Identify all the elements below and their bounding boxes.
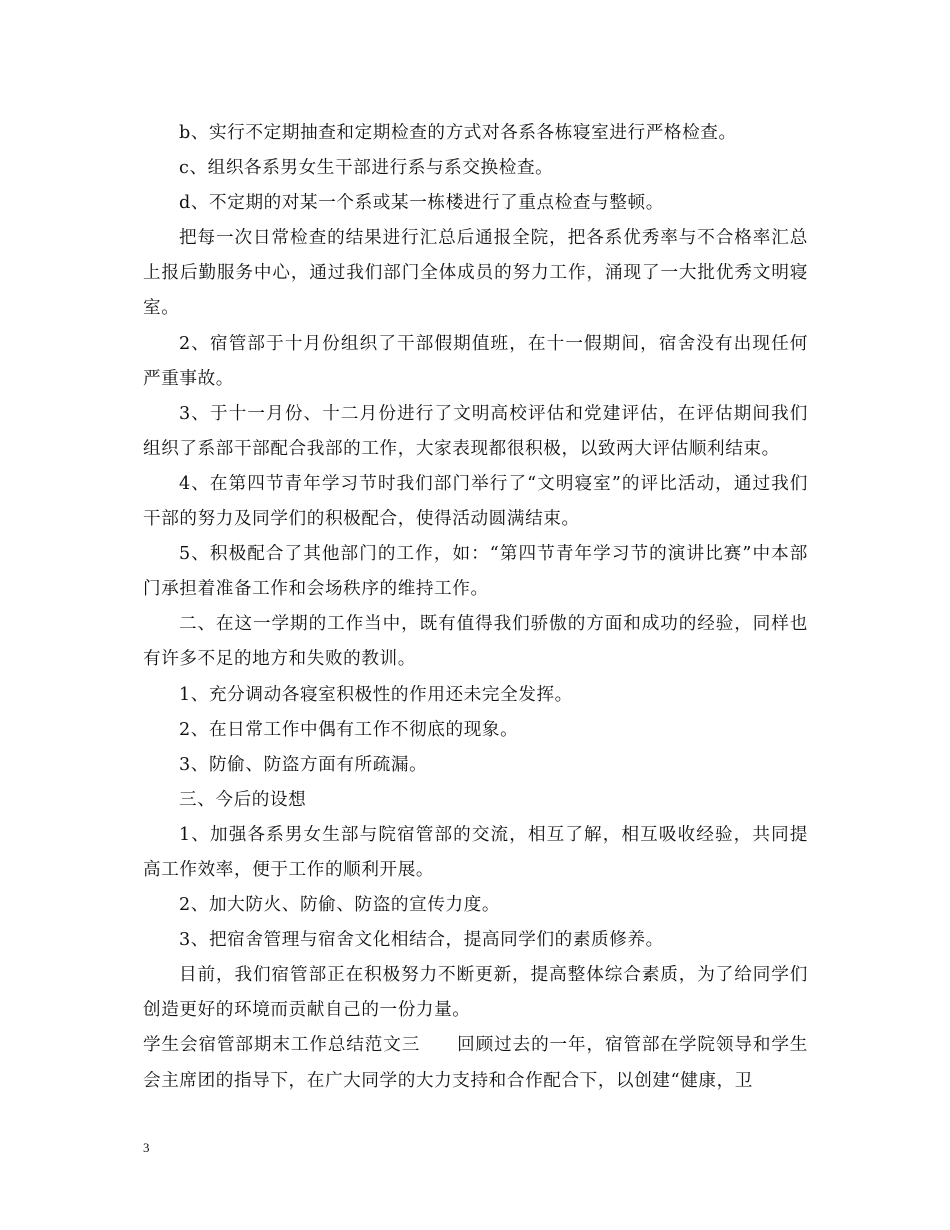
plan-item-2: 2、加大防火、防偷、防盗的宣传力度。	[179, 895, 501, 916]
shortcoming-item-3: 3、防偷、防盗方面有所疏漏。	[179, 754, 428, 775]
document-body	[143, 116, 808, 1099]
paragraph-item-4: 4、在第四节青年学习节时我们部门举行了“文明寝室”的评比活动，通过我们干部的努力及同学们的积极配合，使得活动圆满结束。	[143, 473, 808, 530]
paragraph-item-c: c、组织各系男女生干部进行系与系交换检查。	[179, 158, 554, 179]
next-article-start: 学生会宿管部期末工作总结范文三 回顾过去的一年，宿管部在学院领导和学生会主席团的指导下，在广大同学的大力支持和合作配合下，以创建“健康，卫	[143, 1035, 808, 1091]
section-heading-three: 三、今后的设想	[179, 789, 307, 810]
shortcoming-item-1: 1、充分调动各寝室积极性的作用还未完全发挥。	[179, 684, 573, 705]
paragraph-item-5: 5、积极配合了其他部门的工作，如：“第四节青年学习节的演讲比赛”中本部门承担着准备工作和会场秩序的维持工作。	[143, 544, 808, 600]
closing-paragraph: 目前，我们宿管部正在积极努力不断更新，提高整体综合素质，为了给同学们创造更好的环境而贡献自己的一份力量。	[143, 965, 808, 1021]
section-heading-two: 二、在这一学期的工作当中，既有值得我们骄傲的方面和成功的经验，同样也有许多不足的地方和失败的教训。	[143, 614, 808, 670]
plan-item-1: 1、加强各系男女生部与院宿管部的交流，相互了解，相互吸收经验，共同提高工作效率，便于工作的顺利开展。	[143, 824, 808, 880]
paragraph-summary: 把每一次日常检查的结果进行汇总后通报全院，把各系优秀率与不合格率汇总上报后勤服务中心，通过我们部门全体成员的努力工作，涌现了一大批优秀文明寝室。	[143, 228, 808, 319]
shortcoming-item-2: 2、在日常工作中偶有工作不彻底的现象。	[179, 719, 519, 740]
paragraph-item-b: b、实行不定期抽查和定期检查的方式对各系各栋寝室进行严格检查。	[179, 123, 737, 143]
plan-item-3: 3、把宿舍管理与宿舍文化相结合，提高同学们的素质修养。	[179, 930, 664, 951]
page-number: 3	[143, 1140, 150, 1155]
paragraph-item-d: d、不定期的对某一个系或某一栋楼进行了重点检查与整顿。	[179, 193, 664, 214]
paragraph-item-3: 3、于十一月份、十二月份进行了文明高校评估和党建评估，在评估期间我们组织了系部干部配合我部的工作，大家表现都很积极，以致两大评估顺利结束。	[143, 403, 808, 459]
paragraph-item-2: 2、宿管部于十月份组织了干部假期值班，在十一假期间，宿舍没有出现任何严重事故。	[143, 333, 808, 389]
